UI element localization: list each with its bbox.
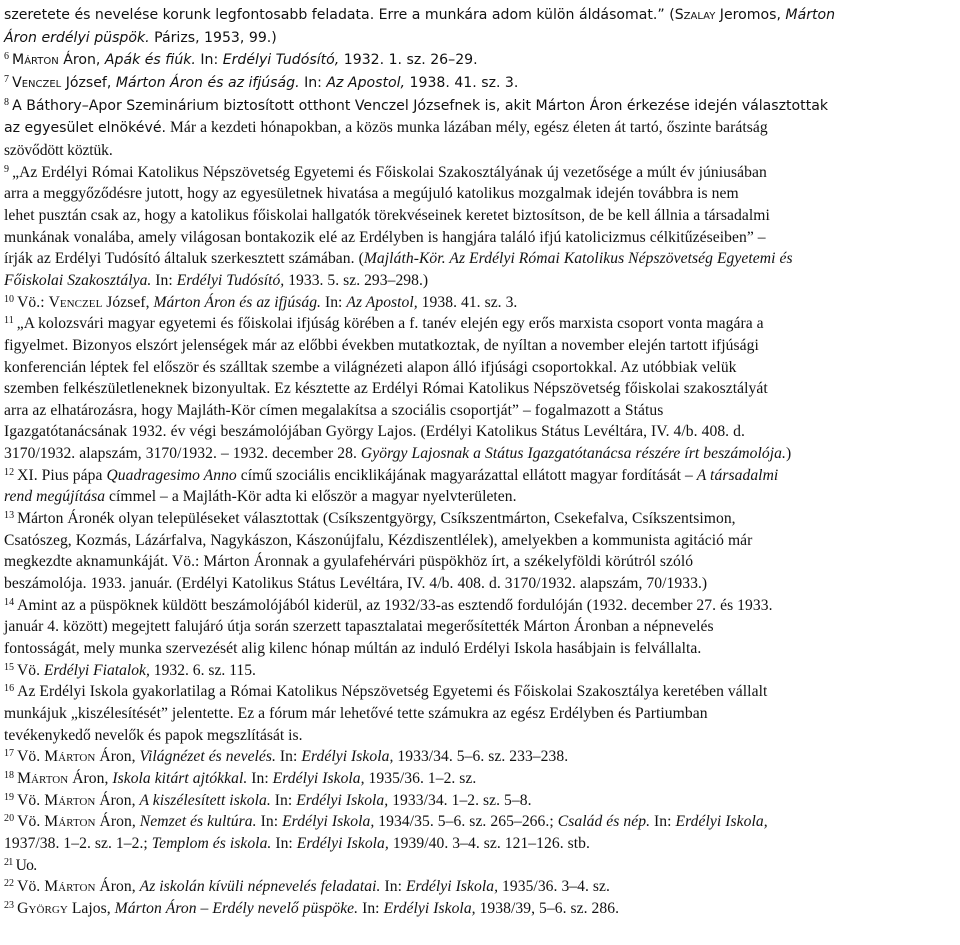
footnote-line bbox=[4, 227, 960, 249]
text-run: szemben felkészületleneknek bizonyultak. Ez késztette az Erdélyi Római Katolikus Népszövetség főiskolai szakosztályát bbox=[4, 380, 768, 398]
text-run: Áron, bbox=[58, 52, 105, 69]
text-run: In: bbox=[275, 748, 302, 766]
text-run: Márton bbox=[44, 791, 96, 809]
footnote-line bbox=[4, 486, 960, 508]
footnote-line bbox=[4, 876, 960, 898]
footnote-line bbox=[4, 811, 960, 833]
text-run: tevékenykedő nevelők és papok megszlítását is. bbox=[4, 726, 303, 744]
text-run: József, bbox=[102, 293, 154, 311]
footnote-line bbox=[4, 530, 960, 552]
text-run: fontosságát, mely munka szervezését alig kilenc hónap múltán az induló Erdélyi Iskola hasábjain is felvállalta. bbox=[4, 640, 702, 658]
text-run: Áron, bbox=[95, 748, 140, 766]
text-run: Áron, bbox=[95, 813, 140, 831]
text-run: munkájuk „kiszélesítését” jelentette. Ez a fórum már lehetővé tette számukra az egész Erdélyben és Partiumban bbox=[4, 705, 708, 722]
text-run: arra az elhatározásra, hogy Majláth-Kör címen megalakítsa a szociális csoportját” – fogalmazott a Státus bbox=[4, 401, 664, 419]
text-run: arra a meggyőződésre jutott, hogy az egyesületnek hivatása a megújuló katolikus mozgalmak idején továbbra is nem bbox=[4, 185, 739, 203]
footnote-line bbox=[4, 551, 960, 573]
footnote-22 bbox=[4, 876, 960, 898]
text-run: In: bbox=[256, 813, 283, 831]
italic-text: Áron erdélyi püspök. bbox=[4, 29, 150, 46]
italic-text: Márton bbox=[785, 7, 836, 23]
footnote-number: 23 bbox=[4, 899, 15, 911]
text-run: 1933/34. 1–2. sz. 5–8. bbox=[388, 791, 532, 809]
text-run: 1933/34. 5–6. sz. 233–238. bbox=[393, 748, 569, 766]
italic-text: Erdélyi Tudósító, bbox=[222, 52, 340, 69]
text-run: In: bbox=[247, 769, 273, 787]
text-run: 1935/36. 3–4. sz. bbox=[498, 878, 610, 896]
text-run: Vö. bbox=[17, 791, 45, 809]
footnote-line bbox=[4, 248, 960, 270]
text-run: Az Erdélyi Iskola gyakorlatilag a Római Katolikus Népszövetség Egyetemi és Főiskolai Szakosztálya keretében vállalt bbox=[17, 683, 768, 701]
footnote-16 bbox=[4, 681, 960, 746]
text-run: Vö. bbox=[17, 661, 44, 679]
italic-text: Erdélyi Fiatalok, bbox=[43, 661, 150, 679]
footnote-23 bbox=[4, 898, 960, 920]
footnote-line bbox=[4, 595, 960, 617]
text-run: Áron, bbox=[95, 878, 140, 896]
text-run: az egyesület elnökévé. bbox=[4, 120, 166, 137]
footnote-line bbox=[4, 790, 960, 812]
text-run: lehet pusztán csak az, hogy a katolikus főiskolai hallgatók törekvéseinek keretet biztosítson, de be kell állnia a társadalmi bbox=[4, 206, 770, 224]
italic-text: Majláth-Kör. Az Erdélyi Római Katolikus Népszövetség Egyetemi és bbox=[363, 250, 793, 268]
footnote-14 bbox=[4, 595, 960, 660]
footnote-8 bbox=[4, 95, 960, 162]
text-run: 1937/38. 1–2. sz. 1–2.; bbox=[4, 834, 152, 852]
italic-text: Erdélyi Iskola, bbox=[675, 813, 768, 831]
footnote-line bbox=[4, 681, 960, 703]
text-run: Márton bbox=[12, 52, 59, 69]
text-run: In: bbox=[271, 834, 297, 852]
text-run: 1938. 41. sz. 3. bbox=[417, 293, 518, 311]
text-run: ) bbox=[785, 445, 792, 463]
footnote-number: 21 bbox=[4, 856, 13, 868]
footnote-line bbox=[4, 833, 960, 855]
footnote-line bbox=[4, 660, 960, 682]
text-run: 1938/39, 5–6. sz. 286. bbox=[475, 899, 620, 917]
footnote-line bbox=[4, 746, 960, 768]
text-run: 3170/1932. alapszám, 3170/1932. – 1932. december 28. bbox=[4, 445, 361, 463]
italic-text: Templom és iskola. bbox=[151, 834, 272, 852]
footnote-number: 20 bbox=[4, 813, 15, 825]
footnote-line bbox=[4, 313, 960, 335]
text-run: 1934/35. 5–6. sz. 265–266.; bbox=[374, 813, 558, 831]
text-run: Venczel bbox=[12, 74, 62, 91]
footnote-19 bbox=[4, 790, 960, 812]
text-run: „Az Erdélyi Római Katolikus Népszövetség Egyetemi és Főiskolai Szakosztályának új vezetősége a múlt év júniusában bbox=[12, 163, 767, 181]
footnote-number: 7 bbox=[4, 73, 10, 85]
footnote-carry bbox=[4, 4, 960, 49]
text-run: Áron, bbox=[68, 769, 113, 787]
text-run: XI. Pius pápa bbox=[17, 466, 107, 484]
text-run: Csatószeg, Kozmás, Lázárfalva, Nagykászon, Kászonújfalu, Kézdiszentlélek), amelyekben a kommunista agitáció már bbox=[4, 531, 753, 549]
text-run: Szalay bbox=[674, 7, 716, 23]
italic-text: Család és nép. bbox=[557, 813, 651, 831]
footnote-line bbox=[4, 400, 960, 422]
footnote-line bbox=[4, 270, 960, 292]
text-run: In: bbox=[321, 293, 347, 311]
text-run: 1932. 1. sz. 26–29. bbox=[339, 52, 478, 69]
text-run: Márton bbox=[17, 769, 69, 787]
footnote-21 bbox=[4, 855, 960, 877]
italic-text: Márton Áron és az ifjúság. bbox=[153, 293, 322, 311]
footnote-line bbox=[4, 140, 960, 162]
text-run: In: bbox=[151, 271, 177, 289]
text-run: Vö. bbox=[17, 748, 45, 766]
italic-text: Iskola kitárt ajtókkal. bbox=[112, 769, 248, 787]
footnote-line bbox=[4, 335, 960, 357]
footnote-number: 12 bbox=[4, 466, 15, 478]
italic-text: Erdélyi Iskola, bbox=[296, 791, 389, 809]
text-run: figyelmet. Bizonyos elszórt jelenségek már az előbbi években mutatkoztak, de nyíltan a november elején tartott ifjúsági bbox=[4, 336, 759, 354]
italic-text: Erdélyi Iskola, bbox=[296, 834, 389, 852]
footnote-line bbox=[4, 72, 960, 95]
footnote-number: 8 bbox=[4, 96, 10, 108]
text-run: Márton bbox=[44, 748, 96, 766]
footnote-line bbox=[4, 616, 960, 638]
italic-text: Erdélyi Iskola, bbox=[405, 878, 499, 896]
footnote-line bbox=[4, 573, 960, 595]
footnote-line bbox=[4, 292, 960, 314]
italic-text: A társadalmi bbox=[696, 466, 779, 484]
footnote-12 bbox=[4, 465, 960, 508]
text-run: 1939/40. 3–4. sz. 121–126. stb. bbox=[388, 834, 590, 852]
footnote-number: 18 bbox=[4, 769, 15, 781]
footnote-number: 16 bbox=[4, 683, 15, 695]
footnote-line bbox=[4, 443, 960, 465]
text-run: 1935/36. 1–2. sz. bbox=[364, 769, 477, 787]
text-run: 1933. 5. sz. 293–298.) bbox=[284, 271, 429, 289]
italic-text: Erdélyi Iskola, bbox=[282, 813, 375, 831]
footnote-line bbox=[4, 465, 960, 487]
italic-text: Erdélyi Tudósító, bbox=[176, 271, 285, 289]
footnote-line bbox=[4, 357, 960, 379]
text-run: Lajos, bbox=[67, 899, 115, 917]
text-run: szövődött köztük. bbox=[4, 141, 113, 159]
text-run: beszámolója. 1933. január. (Erdélyi Katolikus Státus Levéltára, IV. 4/b. 408. d. 3170/1932. alapszám, 70/1933.) bbox=[4, 575, 708, 593]
text-run: Jeromos, bbox=[715, 7, 786, 23]
italic-text: Világnézet és nevelés. bbox=[139, 748, 276, 766]
footnote-line bbox=[4, 855, 960, 877]
text-run: címmel – a Majláth-Kör adta ki először a magyar nyelvterületen. bbox=[105, 488, 517, 506]
text-run: Igazgatótanácsának 1932. év végi beszámolójában György Lajos. (Erdélyi Katolikus Státus Levéltára, IV. 4/b. 408. d. bbox=[4, 423, 745, 441]
text-run: In: bbox=[299, 74, 327, 91]
italic-text: Az iskolán kívüli népnevelés feladatai. bbox=[139, 878, 381, 896]
italic-text: A kiszélesített iskola. bbox=[139, 791, 271, 809]
italic-text: Márton Áron és az ifjúság. bbox=[115, 74, 300, 91]
italic-text: Márton Áron – Erdély nevelő püspöke. bbox=[114, 899, 359, 917]
footnote-20 bbox=[4, 811, 960, 854]
footnote-6 bbox=[4, 49, 960, 72]
text-run: Márton bbox=[44, 813, 96, 831]
footnote-line bbox=[4, 4, 960, 27]
italic-text: Főiskolai Szakosztálya. bbox=[4, 271, 152, 289]
text-run: Márton bbox=[44, 878, 96, 896]
text-run: Márton Áronék olyan településeket választottak (Csíkszentgyörgy, Csíkszentmárton, Csekefalva, Csíkszentsimon, bbox=[17, 510, 736, 528]
text-run: „A kolozsvári magyar egyetemi és főiskolai ifjúság körében a f. tanév elején egy erős marxista csoport vonta magára a bbox=[16, 315, 764, 333]
italic-text: Erdélyi Iskola, bbox=[301, 748, 394, 766]
text-run: 1938. 41. sz. 3. bbox=[405, 74, 519, 91]
text-run: In: bbox=[380, 878, 406, 896]
footnote-15 bbox=[4, 660, 960, 682]
footnote-9 bbox=[4, 162, 960, 292]
text-run: Venczel bbox=[48, 293, 103, 311]
text-run: A Báthory–Apor Szeminárium biztosított otthont Venczel Józsefnek is, akit Márton Áron érkezése idején választottak bbox=[12, 97, 829, 114]
footnote-number: 22 bbox=[4, 878, 15, 890]
text-run: József, bbox=[61, 74, 116, 91]
footnote-number: 9 bbox=[4, 163, 10, 175]
text-run: Vö.: bbox=[17, 293, 49, 311]
footnote-line bbox=[4, 27, 960, 50]
italic-text: Erdélyi Iskola, bbox=[383, 899, 476, 917]
footnote-line bbox=[4, 898, 960, 920]
italic-text: Erdélyi Iskola, bbox=[272, 769, 365, 787]
text-run: 1932. 6. sz. 115. bbox=[149, 661, 256, 679]
text-run: Már a kezdeti hónapokban, a közös munka lázában mély, egész életen át tartó, őszinte barátság bbox=[165, 119, 768, 137]
footnote-number: 10 bbox=[4, 293, 15, 305]
text-run: írják az Erdélyi Tudósító általuk szerkesztett számában. ( bbox=[4, 250, 364, 268]
footnote-line bbox=[4, 638, 960, 660]
italic-text: Az Apostol, bbox=[326, 74, 406, 91]
footnote-number: 17 bbox=[4, 748, 15, 760]
footnote-number: 15 bbox=[4, 661, 15, 673]
footnote-line bbox=[4, 703, 960, 725]
text-run: György bbox=[17, 899, 68, 917]
footnote-7 bbox=[4, 72, 960, 95]
footnote-line bbox=[4, 95, 960, 118]
italic-text: Nemzet és kultúra. bbox=[139, 813, 257, 831]
footnote-line bbox=[4, 378, 960, 400]
footnote-line bbox=[4, 205, 960, 227]
footnote-number: 14 bbox=[4, 596, 15, 608]
footnote-line bbox=[4, 421, 960, 443]
footnote-17 bbox=[4, 746, 960, 768]
italic-text: Apák és fiúk. bbox=[104, 52, 196, 69]
text-run: Áron, bbox=[95, 791, 140, 809]
text-run: című szociális enciklikájának magyarázattal ellátott magyar fordítását – bbox=[236, 466, 697, 484]
footnote-line bbox=[4, 183, 960, 205]
footnote-number: 13 bbox=[4, 510, 15, 522]
footnote-line bbox=[4, 768, 960, 790]
footnote-line bbox=[4, 117, 960, 140]
italic-text: Az Apostol, bbox=[346, 293, 418, 311]
footnote-13 bbox=[4, 508, 960, 595]
footnote-number: 19 bbox=[4, 791, 15, 803]
footnote-number: 11 bbox=[4, 315, 14, 327]
text-run: munkának vonalába, amely világosan bontakozik elé az Erdélyben is hangjára találó ifjú katolicizmus célkitűzéseiben” – bbox=[4, 228, 766, 246]
footnote-line bbox=[4, 508, 960, 530]
text-run: In: bbox=[650, 813, 676, 831]
text-run: Vö. bbox=[17, 813, 45, 831]
footnote-number: 6 bbox=[4, 51, 10, 63]
text-run: Uo. bbox=[15, 856, 37, 874]
text-run: megkezdte aknamunkáját. Vö.: Márton Áronnak a gyulafehérvári püspökhöz írt, a székelyföldi körútról szóló bbox=[4, 553, 694, 571]
footnote-11 bbox=[4, 313, 960, 465]
italic-text: rend megújítása bbox=[4, 488, 106, 506]
text-run: Párizs, 1953, 99.) bbox=[149, 29, 277, 46]
text-run: In: bbox=[358, 899, 384, 917]
text-run: Vö. bbox=[17, 878, 45, 896]
text-run: konferencián léptek fel először és szálltak szembe a világnézeti alapon álló ifjúsági csoportokkal. Az utóbbiak velük bbox=[4, 358, 737, 376]
footnote-line bbox=[4, 725, 960, 747]
text-run: Amint az a püspöknek küldött beszámolójából kiderül, az 1932/33-as esztendő fordulóján (1932. december 27. és 1933. bbox=[17, 596, 773, 614]
text-run: In: bbox=[270, 791, 297, 809]
italic-text: György Lajosnak a Státus Igazgatótanácsa részére írt beszámolója. bbox=[360, 445, 786, 463]
footnote-10 bbox=[4, 292, 960, 314]
footnote-18 bbox=[4, 768, 960, 790]
footnote-line bbox=[4, 49, 960, 72]
text-run: január 4. között) megejtett falujáró útja során szerzett tapasztalatai megerősítették Márton Áronban a népnevelés bbox=[4, 618, 714, 636]
footnote-line bbox=[4, 162, 960, 184]
text-run: In: bbox=[195, 52, 223, 69]
italic-text: Quadragesimo Anno bbox=[106, 466, 237, 484]
text-run: szeretete és nevelése korunk legfontosabb feladata. Erre a munkára adom külön áldásomat.” ( bbox=[4, 7, 675, 23]
